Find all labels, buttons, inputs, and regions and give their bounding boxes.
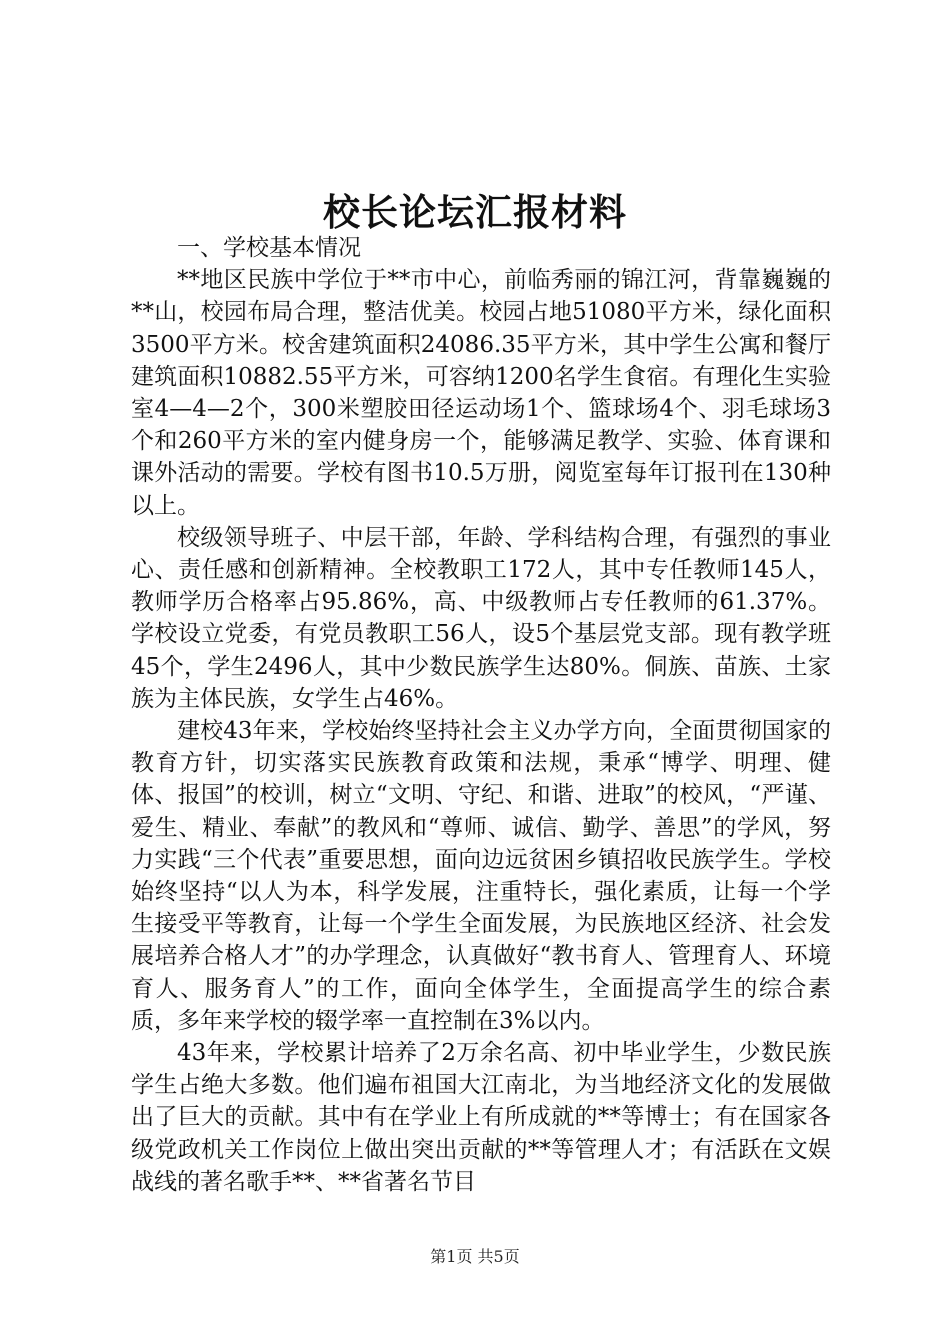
document-body	[131, 232, 831, 1198]
section-heading: 一、学校基本情况	[177, 235, 361, 261]
paragraph-campus: **地区民族中学位于**市中心，前临秀丽的锦江河，背靠巍巍的**山，校园布局合理，整洁优美。校园占地51080平方米，绿化面积3500平方米。校舍建筑面积24086.35平方米，其中学生公寓和餐厅建筑面积10882.55平方米，可容纳1200名学生食宿。有理化生实验室4—4—2个，300米塑胶田径运动场1个、篮球场4个、羽毛球场3个和260平方米的室内健身房一个，能够满足教学、实验、体育课和课外活动的需要。学校有图书10.5万册，阅览室每年订报刊在130种以上。	[131, 267, 831, 519]
paragraph-philosophy: 建校43年来，学校始终坚持社会主义办学方向，全面贯彻国家的教育方针，切实落实民族教育政策和法规，秉承“博学、明理、健体、报国”的校训，树立“文明、守纪、和谐、进取”的校风，“严谨、爱生、精业、奉献”的教风和“尊师、诚信、勤学、善思”的学风，努力实践“三个代表”重要思想，面向边远贫困乡镇招收民族学生。学校始终坚持“以人为本，科学发展，注重特长，强化素质，让每一个学生接受平等教育，让每一个学生全面发展，为民族地区经济、社会发展培养合格人才”的办学理念，认真做好“教书育人、管理育人、环境育人、服务育人”的工作，面向全体学生，全面提高学生的综合素质，多年来学校的辍学率一直控制在3%以内。	[131, 718, 831, 1034]
paragraph-graduates: 43年来，学校累计培养了2万余名高、初中毕业学生，少数民族学生占绝大多数。他们遍布祖国大江南北，为当地经济文化的发展做出了巨大的贡献。其中有在学业上有所成就的**等博士；有在国家各级党政机关工作岗位上做出突出贡献的**等管理人才；有活跃在文娱战线的著名歌手**、**省著名节目	[131, 1040, 831, 1195]
document-title: 校长论坛汇报材料	[323, 190, 627, 234]
page-footer: 第1页 共5页	[430, 1247, 520, 1266]
paragraph-staff: 校级领导班子、中层干部，年龄、学科结构合理，有强烈的事业心、责任感和创新精神。全校教职工172人，其中专任教师145人，教师学历合格率占95.86%，高、中级教师占专任教师的61.37%。学校设立党委，有党员教职工56人，设5个基层党支部。现有教学班45个，学生2496人，其中少数民族学生达80%。侗族、苗族、土家族为主体民族，女学生占46%。	[131, 524, 831, 712]
